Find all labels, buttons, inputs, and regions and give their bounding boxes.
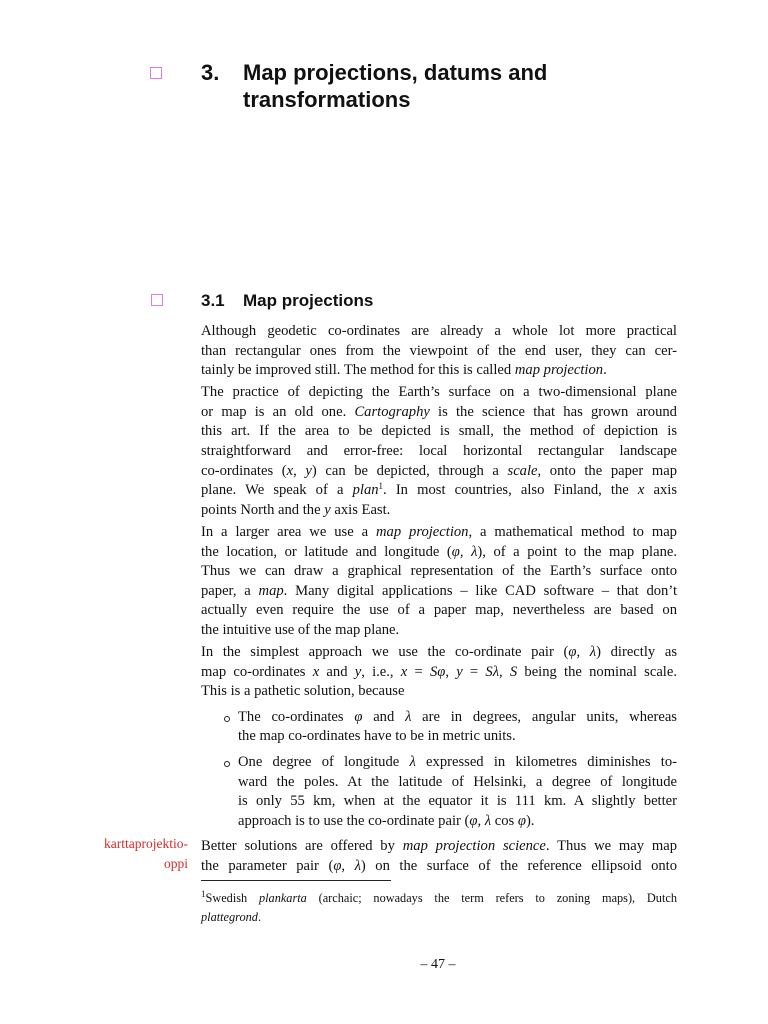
text-run: , [499, 663, 510, 680]
chapter-marker-icon [150, 67, 162, 79]
text-run: , [477, 812, 485, 829]
text-run: ). [525, 812, 535, 829]
text-run: approach is to use the co-ordinate pair ( [238, 812, 470, 829]
text-run: scale [507, 462, 538, 479]
text-line [201, 403, 677, 423]
text-run: y [305, 462, 312, 479]
bullet-item [201, 708, 677, 747]
text-run: ) can be depicted, through a [311, 462, 508, 479]
text-run: λ [405, 708, 412, 725]
text-run: φ [451, 543, 460, 560]
text-run: the parameter pair ( [201, 857, 334, 874]
text-run: φ [517, 812, 526, 829]
text-run: ) directly as [596, 644, 678, 660]
paragraph [201, 837, 677, 876]
text-line [201, 543, 677, 563]
text-run: λ [484, 812, 492, 829]
text-run: , [293, 462, 306, 479]
text-line [201, 342, 677, 362]
text-line [238, 812, 677, 832]
text-line [201, 361, 677, 381]
text-line [201, 889, 677, 908]
text-line [238, 708, 677, 728]
text-run: In the simplest approach we use the co-ordinate pair ( [201, 644, 569, 660]
text-run: the map co-ordinates have to be in metric units. [238, 728, 516, 745]
text-line [201, 621, 677, 641]
paragraph [201, 383, 677, 520]
text-run: Thus we can draw a graphical representation of the Earth’s surface onto [201, 563, 677, 580]
text-run: y [324, 501, 331, 518]
footnote-marker: 1 [378, 481, 384, 492]
text-run: map projection [514, 362, 604, 379]
text-run: the location, or latitude and longitude ( [201, 543, 452, 560]
text-run: ward the poles. At the latitude of Helsinki, a degree of longitude [238, 773, 677, 790]
text-run: . Thus we may map [545, 838, 677, 855]
bullet-item [201, 753, 677, 831]
paragraph [201, 643, 677, 702]
text-run: Swedish [205, 891, 259, 905]
text-run: is the science that has grown around [429, 403, 677, 420]
text-run: , i.e., [361, 663, 401, 680]
text-run: points North and the [201, 501, 325, 518]
chapter-title-line2: transformations [243, 87, 411, 112]
text-line [201, 857, 677, 877]
text-run: map [258, 582, 284, 599]
text-run: straightforward and error-free: local horizontal rectangular landscape [201, 443, 677, 460]
text-run: Cartography [354, 403, 430, 420]
text-run: , [445, 663, 457, 680]
text-run: . [257, 910, 262, 924]
text-run: plattegrond [201, 910, 258, 924]
text-run: Sφ [429, 663, 446, 680]
footnote [201, 889, 677, 927]
page-number: – 47 – [420, 957, 456, 972]
text-line [201, 601, 677, 621]
text-line [201, 383, 677, 403]
text-line [238, 727, 677, 747]
text-run: ), of a point to the map plane. [477, 543, 677, 560]
text-run: is only 55 km, when at the equator it is 111 km. A slightly better [238, 793, 677, 810]
chapter-title [243, 59, 547, 113]
text-run: expressed in kilometres diminishes to- [415, 753, 677, 770]
text-run: , [341, 857, 355, 874]
body-text [201, 322, 677, 879]
section-number: 3.1 [201, 291, 225, 310]
text-run: axis East. [330, 501, 391, 518]
text-run: S [509, 663, 518, 680]
text-run: In a larger area we use a [201, 523, 376, 540]
text-run: or map is an old one. [201, 403, 355, 420]
text-run: This is a pathetic solution, because [201, 683, 405, 700]
bullet-icon [224, 761, 230, 767]
text-line [238, 792, 677, 812]
text-run: = [462, 663, 486, 680]
text-run: φ [469, 812, 478, 829]
text-run: map projection science [402, 838, 546, 855]
text-line [201, 322, 677, 342]
text-line [201, 501, 677, 521]
text-run: x [400, 663, 408, 680]
footnote-rule [201, 880, 391, 881]
text-run: tainly be improved still. The method for this is called [201, 362, 515, 379]
text-run: λ [471, 543, 478, 560]
text-run: this art. If the area to be depicted is small, the method of depiction is [201, 423, 677, 440]
text-line [201, 562, 677, 582]
text-run: than rectangular ones from the viewpoint of the end user, they can cer- [201, 342, 677, 359]
text-run: are in degrees, angular units, whereas [411, 708, 677, 725]
text-run: plane. We speak of a [201, 482, 353, 499]
paragraph [201, 523, 677, 641]
text-run: and [319, 663, 355, 680]
text-run: = [407, 663, 430, 680]
text-line [201, 663, 677, 683]
text-line [201, 908, 677, 927]
text-line [201, 442, 677, 462]
text-run: , [576, 644, 590, 660]
text-run: , a mathematical method to map [468, 523, 677, 540]
text-run: φ [333, 857, 342, 874]
text-run: being the nominal scale. [517, 663, 677, 680]
margin-note-line2: oppi [163, 855, 188, 871]
text-run: , onto the paper map [537, 462, 677, 479]
text-run: cos [491, 812, 518, 829]
text-line [238, 773, 677, 793]
text-run: ) on the surface of the reference ellipsoid onto [360, 857, 678, 874]
text-run: map co-ordinates [201, 663, 313, 680]
text-run: plankarta [258, 891, 307, 905]
text-run: The practice of depicting the Earth’s surface on a two-dimensional plane [201, 384, 677, 401]
text-run: x [637, 482, 645, 499]
text-line [201, 481, 677, 501]
paragraph [201, 322, 677, 381]
text-line [201, 422, 677, 442]
text-run: the intuitive use of the map plane. [201, 621, 400, 638]
text-run: . Many digital applications – like CAD software – that don’t [283, 582, 677, 599]
text-line [201, 643, 677, 663]
text-run: axis [644, 482, 677, 499]
text-run: , [459, 543, 472, 560]
margin-note [104, 834, 188, 873]
section-title: Map projections [243, 291, 374, 310]
text-run: Sλ [485, 663, 500, 680]
text-run: . In most countries, also Finland, the [383, 482, 638, 499]
text-run: φ [354, 708, 363, 725]
text-run: paper, a [201, 582, 259, 599]
text-run: actually even require the use of a paper map, nevertheless are based on [201, 602, 677, 619]
text-run: plan [352, 482, 379, 499]
text-run: λ [589, 644, 597, 660]
text-run: Although geodetic co-ordinates are already a whole lot more practical [201, 323, 677, 339]
text-run: map projection [375, 523, 469, 540]
text-line [201, 462, 677, 482]
chapter-title-line1: Map projections, datums and [243, 60, 548, 85]
section-marker-icon [151, 294, 163, 306]
text-line [201, 837, 677, 857]
text-run: . [603, 362, 607, 379]
text-line [201, 682, 677, 702]
text-line [201, 523, 677, 543]
text-run: x [312, 663, 320, 680]
text-run: Better solutions are offered by [201, 838, 403, 855]
bullet-icon [224, 716, 230, 722]
text-run: φ [568, 644, 577, 660]
text-run: and [362, 708, 406, 725]
footnote-marker: 1 [201, 889, 206, 899]
text-run: y [354, 663, 362, 680]
text-run: λ [409, 753, 416, 770]
text-line [238, 753, 677, 773]
text-run: One degree of longitude [238, 753, 410, 770]
margin-note-line1: karttaprojektio- [104, 836, 188, 851]
text-run: (archaic; nowadays the term refers to zoning maps), Dutch [306, 891, 677, 905]
chapter-number: 3. [201, 60, 220, 85]
text-run: λ [354, 857, 361, 874]
text-run: co-ordinates ( [201, 462, 287, 479]
text-run: The co-ordinates [238, 708, 355, 725]
text-run: y [456, 663, 463, 680]
text-run: x [286, 462, 294, 479]
text-line [201, 582, 677, 602]
